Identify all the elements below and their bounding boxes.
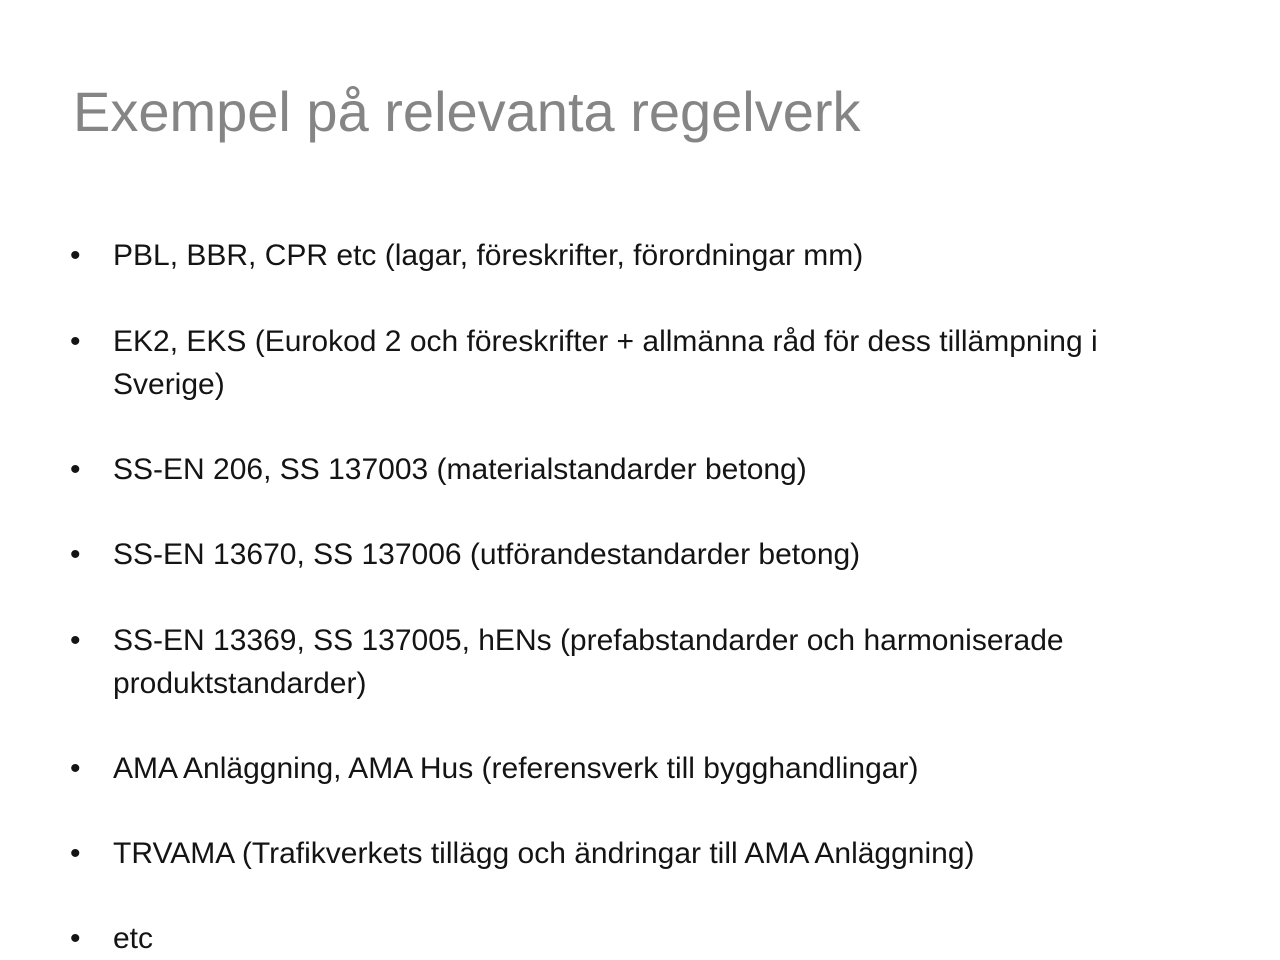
bullet-dot-icon: • bbox=[70, 837, 81, 870]
bullet-text: EK2, EKS (Eurokod 2 och föreskrifter + allmänna råd för dess tillämpning i Sverige) bbox=[113, 325, 1098, 401]
bullet-dot-icon: • bbox=[70, 752, 81, 785]
bullet-text: etc bbox=[113, 922, 154, 955]
bullet-text: AMA Anläggning, AMA Hus (referensverk till bygghandlingar) bbox=[113, 752, 919, 785]
bullet-dot-icon: • bbox=[70, 624, 81, 657]
bullet-dot-icon: • bbox=[70, 538, 81, 571]
bullet-text: SS-EN 13670, SS 137006 (utförandestandarder betong) bbox=[113, 538, 861, 571]
bullet-item bbox=[70, 448, 1200, 491]
bullet-dot-icon: • bbox=[70, 325, 81, 358]
bullet-dot-icon: • bbox=[70, 922, 81, 955]
bullet-text: SS-EN 206, SS 137003 (materialstandarder betong) bbox=[113, 453, 807, 486]
bullet-text: SS-EN 13369, SS 137005, hENs (prefabstandarder och harmoniserade produktstandarder) bbox=[113, 624, 1064, 700]
bullet-text: TRVAMA (Trafikverkets tillägg och ändringar till AMA Anläggning) bbox=[113, 837, 975, 870]
bullet-dot-icon: • bbox=[70, 239, 81, 272]
bullet-item bbox=[70, 320, 1200, 406]
bullet-text: PBL, BBR, CPR etc (lagar, föreskrifter, förordningar mm) bbox=[113, 239, 864, 272]
bullet-item bbox=[70, 234, 1200, 277]
bullet-item bbox=[70, 533, 1200, 576]
bullet-item bbox=[70, 747, 1200, 790]
bullet-dot-icon: • bbox=[70, 453, 81, 486]
bullet-item bbox=[70, 832, 1200, 875]
bullet-item bbox=[70, 619, 1200, 705]
slide-title: Exempel på relevanta regelverk bbox=[73, 80, 861, 143]
bullet-item bbox=[70, 917, 1200, 960]
